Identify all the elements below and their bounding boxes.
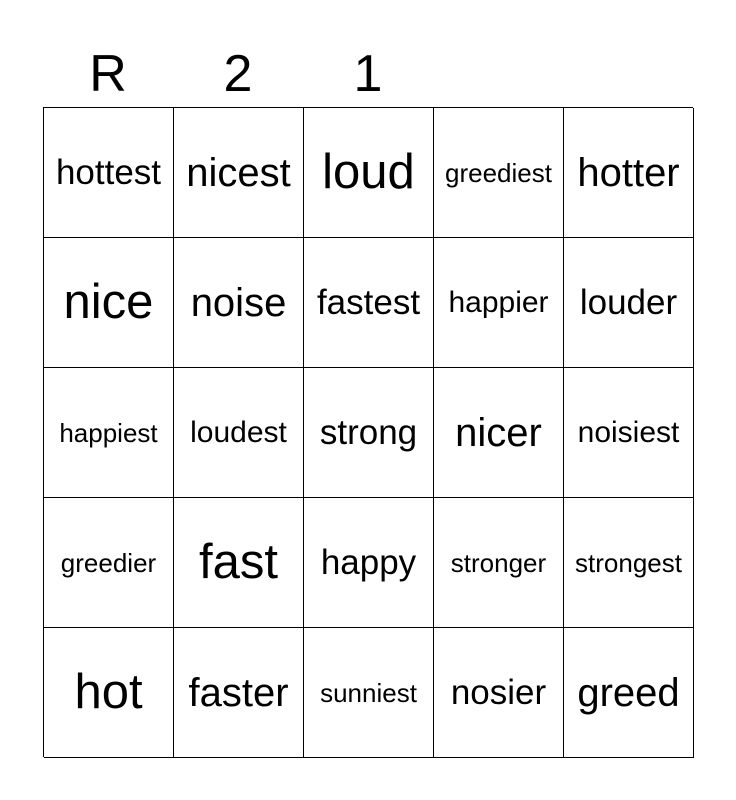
header-letter-4 — [433, 44, 563, 104]
bingo-cell: nicer — [434, 368, 564, 498]
bingo-cell: hotter — [564, 108, 694, 238]
header-letter-3: 1 — [353, 45, 383, 103]
bingo-cell: nicest — [174, 108, 304, 238]
bingo-cell: nosier — [434, 628, 564, 758]
bingo-cell: faster — [174, 628, 304, 758]
bingo-cell: loudest — [174, 368, 304, 498]
bingo-board — [43, 107, 693, 757]
bingo-cell: happiest — [44, 368, 174, 498]
bingo-cell: louder — [564, 238, 694, 368]
bingo-cell: stronger — [434, 498, 564, 628]
header-letter-2: 2 — [223, 45, 253, 103]
bingo-cell: greed — [564, 628, 694, 758]
bingo-cell: fast — [174, 498, 304, 628]
bingo-cell: loud — [304, 108, 434, 238]
bingo-cell: happy — [304, 498, 434, 628]
bingo-cell: hot — [44, 628, 174, 758]
bingo-cell: nice — [44, 238, 174, 368]
bingo-cell: strong — [304, 368, 434, 498]
bingo-cell: greedier — [44, 498, 174, 628]
bingo-cell: noisiest — [564, 368, 694, 498]
bingo-cell: strongest — [564, 498, 694, 628]
bingo-cell: sunniest — [304, 628, 434, 758]
bingo-cell: greediest — [434, 108, 564, 238]
header-letter-5 — [563, 44, 693, 104]
header-letter-1: R — [89, 45, 127, 103]
bingo-cell: happier — [434, 238, 564, 368]
bingo-cell: hottest — [44, 108, 174, 238]
bingo-cell: noise — [174, 238, 304, 368]
bingo-cell: fastest — [304, 238, 434, 368]
bingo-header — [43, 44, 693, 104]
